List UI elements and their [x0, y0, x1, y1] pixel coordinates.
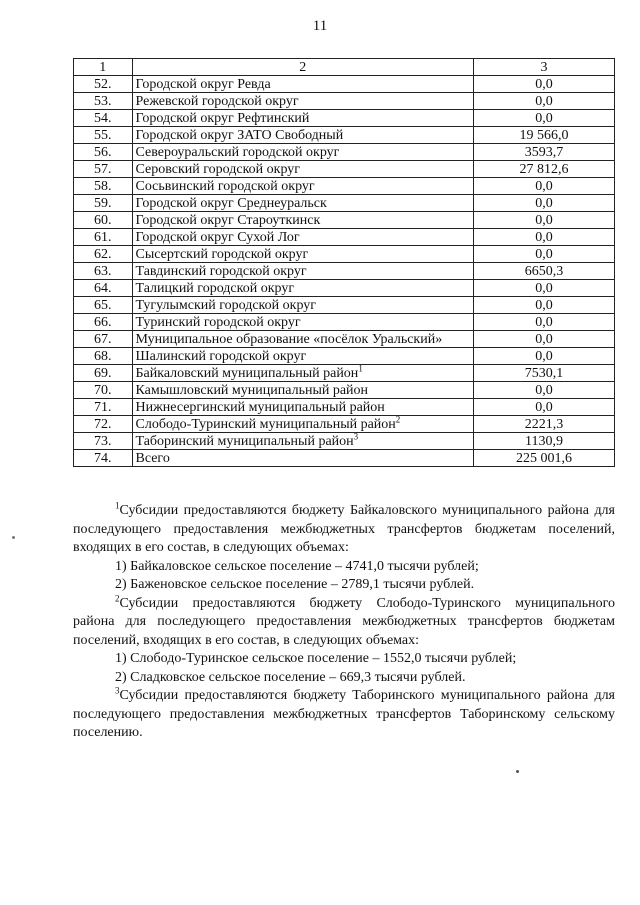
subsidy-value: 0,0	[474, 331, 615, 348]
footnote-3-text: Субсидии предоставляются бюджету Таборинского муниципального района для последующего предоставления межбюджетных трансфертов Таборинскому сельскому поселению.	[73, 688, 615, 740]
municipality-name-cell	[132, 450, 474, 467]
subsidy-value: 0,0	[474, 280, 615, 297]
subsidy-value: 3593,7	[474, 144, 615, 161]
table-row	[74, 331, 615, 348]
row-number: 68.	[74, 348, 133, 365]
municipality-name: Серовский городской округ	[135, 161, 301, 177]
municipality-name: Таборинский муниципальный район	[135, 433, 354, 449]
footnote-2-item-2: 2) Сладковское сельское поселение – 669,3 тысячи рублей.	[115, 669, 466, 685]
table-row	[74, 297, 615, 314]
table-row	[74, 450, 615, 467]
row-number: 73.	[74, 433, 133, 450]
footnote-1	[73, 502, 615, 558]
subsidy-value: 6650,3	[474, 263, 615, 280]
footnote-mark-1: 1	[115, 500, 120, 511]
table-row	[74, 110, 615, 127]
municipality-name: Талицкий городской округ	[135, 280, 295, 296]
municipality-name: Режевской городской округ	[135, 93, 299, 109]
row-number: 74.	[74, 450, 133, 467]
municipality-name-cell	[132, 382, 474, 399]
table-header-row	[74, 59, 615, 76]
municipality-name: Муниципальное образование «посёлок Уральский»	[135, 331, 443, 347]
row-number: 62.	[74, 246, 133, 263]
municipality-name-cell	[132, 127, 474, 144]
table-row	[74, 93, 615, 110]
row-number: 65.	[74, 297, 133, 314]
row-number: 54.	[74, 110, 133, 127]
municipality-name: Сысертский городской округ	[135, 246, 309, 262]
footnote-2	[73, 592, 615, 651]
table-row	[74, 212, 615, 229]
table-row	[74, 314, 615, 331]
row-number: 61.	[74, 229, 133, 246]
table-row	[74, 280, 615, 297]
municipality-name: Камышловский муниципальный район	[135, 382, 369, 398]
subsidy-value: 0,0	[474, 76, 615, 93]
municipality-name: Городской округ Среднеуральск	[135, 195, 327, 211]
scan-speck	[516, 770, 519, 773]
table-row	[74, 246, 615, 263]
subsidy-value: 0,0	[474, 178, 615, 195]
municipality-name: Шалинский городской округ	[135, 348, 307, 364]
subsidy-value: 2221,3	[474, 416, 615, 433]
subsidy-value: 1130,9	[474, 433, 615, 450]
scan-speck	[12, 536, 15, 539]
table-row	[74, 161, 615, 178]
subsidy-value: 7530,1	[474, 365, 615, 382]
subsidy-value: 0,0	[474, 195, 615, 212]
table-row	[74, 382, 615, 399]
municipality-name-cell	[132, 178, 474, 195]
row-number: 71.	[74, 399, 133, 416]
subsidy-value: 0,0	[474, 297, 615, 314]
row-number: 57.	[74, 161, 133, 178]
municipality-name-cell	[132, 362, 474, 382]
table-row	[74, 195, 615, 212]
header-col-3: 3	[474, 59, 615, 76]
subsidy-value: 27 812,6	[474, 161, 615, 178]
municipality-name-cell	[132, 161, 474, 178]
footnotes	[73, 502, 615, 743]
row-number: 56.	[74, 144, 133, 161]
municipality-name: Байкаловский муниципальный район	[135, 365, 359, 381]
row-number: 55.	[74, 127, 133, 144]
footnote-1-text: Субсидии предоставляются бюджету Байкаловского муниципального района для последующего предоставления межбюджетных трансфертов бюджетам поселений, входящих в его состав, в следующих объемах:	[73, 503, 615, 555]
table-row	[74, 399, 615, 416]
municipality-name-cell	[132, 348, 474, 365]
municipality-name-cell	[132, 229, 474, 246]
row-number: 60.	[74, 212, 133, 229]
row-number: 67.	[74, 331, 133, 348]
footnote-ref: 2	[395, 413, 401, 424]
row-number: 52.	[74, 76, 133, 93]
footnote-mark-3: 3	[115, 685, 120, 696]
footnote-ref: 3	[353, 430, 359, 441]
subsidy-value: 0,0	[474, 399, 615, 416]
municipality-name: Городской округ Ревда	[135, 76, 271, 92]
footnote-1-item-2: 2) Баженовское сельское поселение – 2789,1 тысячи рублей.	[115, 577, 475, 592]
subsidy-value: 0,0	[474, 93, 615, 110]
row-number: 66.	[74, 314, 133, 331]
municipality-name: Городской округ ЗАТО Свободный	[135, 127, 344, 143]
header-col-1: 1	[74, 59, 133, 76]
municipality-name-cell	[132, 110, 474, 127]
row-number: 53.	[74, 93, 133, 110]
row-number: 63.	[74, 263, 133, 280]
municipality-name-cell	[132, 430, 474, 450]
municipality-name-cell	[132, 76, 474, 93]
table-row	[74, 433, 615, 450]
municipality-name: Нижнесергинский муниципальный район	[135, 399, 385, 415]
subsidy-value: 0,0	[474, 212, 615, 229]
table-row	[74, 229, 615, 246]
table-row	[74, 263, 615, 280]
municipality-name-cell	[132, 314, 474, 331]
municipality-name: Тавдинский городской округ	[135, 263, 307, 279]
row-number: 58.	[74, 178, 133, 195]
header-col-2: 2	[132, 59, 474, 76]
subsidy-value: 19 566,0	[474, 127, 615, 144]
municipality-name: Сосьвинский городской округ	[135, 178, 315, 194]
municipality-name: Всего	[135, 450, 170, 466]
subsidy-value: 225 001,6	[474, 450, 615, 467]
municipality-name-cell	[132, 331, 474, 348]
subsidy-value: 0,0	[474, 314, 615, 331]
table-row	[74, 178, 615, 195]
table-row	[74, 365, 615, 382]
subsidy-value: 0,0	[474, 110, 615, 127]
page-number: 11	[312, 18, 328, 34]
table-row	[74, 416, 615, 433]
municipality-name-cell	[132, 399, 474, 416]
municipality-name: Тугулымский городской округ	[135, 297, 317, 313]
table-row	[74, 348, 615, 365]
footnote-3	[73, 687, 615, 743]
row-number: 69.	[74, 365, 133, 382]
municipality-name-cell	[132, 144, 474, 161]
municipality-name: Туринский городской округ	[135, 314, 301, 330]
subsidy-value: 0,0	[474, 246, 615, 263]
municipality-name-cell	[132, 413, 474, 433]
footnote-1-item-1: 1) Байкаловское сельское поселение – 4741,0 тысячи рублей;	[115, 558, 479, 574]
row-number: 64.	[74, 280, 133, 297]
table-row	[74, 127, 615, 144]
subsidy-value: 0,0	[474, 382, 615, 399]
municipality-name-cell	[132, 246, 474, 263]
municipality-name-cell	[132, 93, 474, 110]
municipality-name: Городской округ Староуткинск	[135, 212, 321, 228]
row-number: 70.	[74, 382, 133, 399]
municipality-name: Городской округ Сухой Лог	[135, 229, 300, 245]
subsidy-table-body	[74, 59, 615, 467]
subsidy-value: 0,0	[474, 229, 615, 246]
municipality-name-cell	[132, 297, 474, 314]
municipality-name-cell	[132, 280, 474, 297]
municipality-name-cell	[132, 212, 474, 229]
subsidy-value: 0,0	[474, 348, 615, 365]
municipality-name: Городской округ Рефтинский	[135, 110, 310, 126]
footnote-mark-2: 2	[115, 592, 120, 603]
table-row	[74, 144, 615, 161]
footnote-2-item-1: 1) Слободо-Туринское сельское поселение – 1552,0 тысячи рублей;	[115, 651, 517, 666]
municipality-name: Слободо-Туринский муниципальный район	[135, 416, 396, 432]
row-number: 72.	[74, 416, 133, 433]
row-number: 59.	[74, 195, 133, 212]
footnote-2-text: Субсидии предоставляются бюджету Слободо-Туринского муниципального района для последующего предоставления межбюджетных трансфертов бюджетам поселений, входящих в его состав, в следующих объемах:	[73, 595, 615, 648]
municipality-name-cell	[132, 263, 474, 280]
municipality-name: Североуральский городской округ	[135, 144, 340, 160]
table-row	[74, 76, 615, 93]
subsidy-table	[73, 58, 615, 467]
municipality-name-cell	[132, 195, 474, 212]
footnote-ref: 1	[358, 362, 363, 373]
